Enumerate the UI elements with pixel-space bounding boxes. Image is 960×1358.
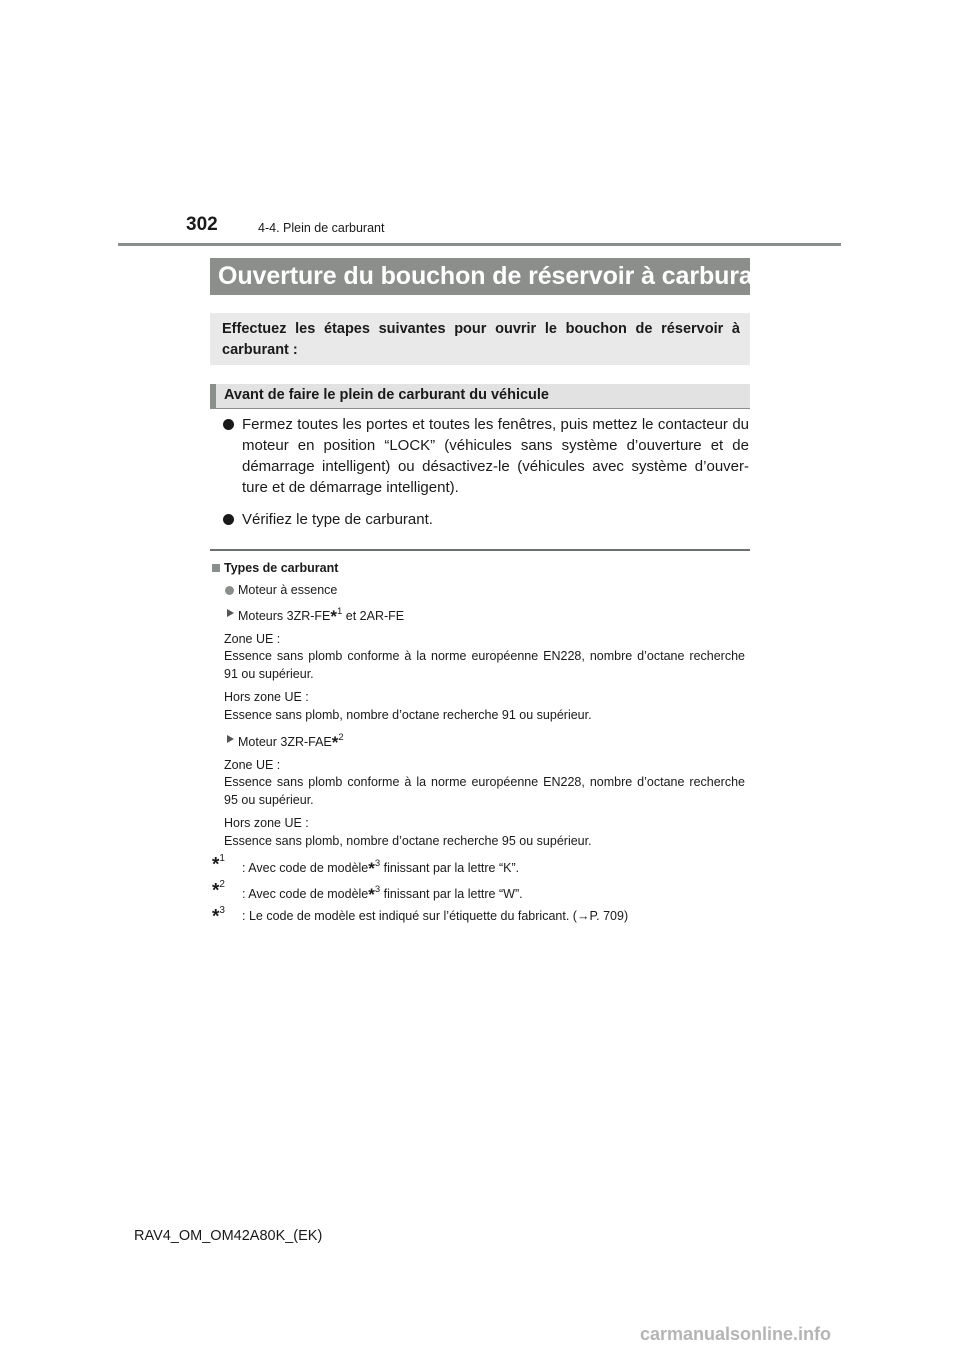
footnote-text: finissant par la lettre “W”. bbox=[380, 887, 523, 902]
footnote-ref: 3 bbox=[374, 883, 381, 895]
bullet-text: Vérifiez le type de carburant. bbox=[242, 511, 433, 528]
footnote bbox=[212, 904, 745, 927]
fuel-spec bbox=[212, 631, 745, 684]
engine-name: Moteurs 3ZR-FE bbox=[238, 609, 331, 624]
triangle-bullet-icon bbox=[227, 609, 234, 617]
info-subheading-text: Moteur à essence bbox=[238, 582, 338, 597]
triangle-bullet-icon bbox=[227, 735, 234, 743]
spec-text: Essence sans plomb, nombre d’octane recherche 91 ou supérieur. bbox=[224, 707, 592, 722]
fuel-types-section bbox=[212, 560, 745, 925]
arrow-icon: → bbox=[576, 908, 590, 923]
region-label: Zone UE : bbox=[224, 631, 281, 646]
watermark: carmanualsonline.info bbox=[640, 1324, 832, 1344]
fuel-spec bbox=[212, 689, 745, 724]
asterisk-icon: *$^3$ bbox=[212, 904, 225, 927]
region-label: Zone UE : bbox=[224, 757, 281, 772]
fuel-spec bbox=[212, 815, 745, 850]
footnote-number: 2 bbox=[219, 878, 225, 890]
subheading: Avant de faire le plein de carburant du véhicule bbox=[224, 387, 549, 403]
page-reference-link[interactable]: P. 709) bbox=[589, 908, 629, 923]
intro-text: Effectuez les étapes suivantes pour ouvrir le bouchon de réservoir à carburant : bbox=[222, 321, 740, 358]
intro-box bbox=[210, 313, 750, 365]
subheading-bar bbox=[210, 384, 750, 409]
footnote-text: : Le code de modèle est indiqué sur l’étiquette du fabricant. ( bbox=[242, 908, 577, 923]
engine-item bbox=[212, 730, 745, 752]
footnote bbox=[212, 878, 745, 905]
engine-suffix: et 2AR-FE bbox=[342, 609, 405, 624]
spec-text: Essence sans plomb conforme à la norme européenne EN228, nombre d’octane recherche 91 ou supérieur. bbox=[224, 649, 745, 681]
bullet-list bbox=[214, 414, 749, 541]
footnote-text: finissant par la lettre “K”. bbox=[380, 861, 520, 876]
footnote bbox=[212, 853, 745, 879]
asterisk-icon: * bbox=[330, 607, 338, 627]
bullet-icon bbox=[223, 419, 234, 430]
asterisk-icon: * bbox=[368, 885, 375, 905]
title-bar bbox=[210, 258, 777, 295]
section-label: 4-4. Plein de carburant bbox=[258, 221, 385, 235]
engine-name: Moteur 3ZR-FAE bbox=[238, 735, 332, 750]
engine-item bbox=[212, 604, 745, 626]
asterisk-icon: * bbox=[331, 733, 339, 753]
asterisk-icon: * bbox=[368, 859, 375, 879]
footnote-ref: 1 bbox=[337, 606, 343, 617]
list-item bbox=[214, 414, 749, 498]
footnote-ref: 2 bbox=[338, 732, 344, 744]
footnote-ref: 3 bbox=[374, 858, 381, 870]
asterisk-icon: *$^1$ bbox=[212, 853, 225, 876]
subheading-accent bbox=[210, 384, 216, 408]
circle-bullet-icon bbox=[225, 586, 234, 595]
list-item bbox=[214, 509, 749, 530]
page-number: 302 bbox=[186, 214, 218, 235]
bullet-icon bbox=[223, 514, 234, 525]
bullet-text: Fermez toutes les portes et toutes les fenêtres, puis mettez le contacteur du moteur en position “LOCK” (véhicules sans système d’ouverture et de démarrage intelligent) ou désactivez-le (véhicules avec système d’ouver-ture et de démarrage intelligent). bbox=[242, 416, 749, 496]
spec-text: Essence sans plomb conforme à la norme européenne EN228, nombre d’octane recherche 95 ou supérieur. bbox=[224, 775, 745, 807]
info-heading-text: Types de carburant bbox=[224, 561, 339, 575]
section-divider bbox=[210, 549, 750, 551]
region-label: Hors zone UE : bbox=[224, 816, 309, 831]
spec-text: Essence sans plomb, nombre d’octane recherche 95 ou supérieur. bbox=[224, 833, 592, 848]
info-subheading bbox=[212, 582, 745, 600]
footnote-text: : Avec code de modèle bbox=[242, 887, 369, 902]
footnote-number: 1 bbox=[219, 853, 225, 865]
region-label: Hors zone UE : bbox=[224, 690, 309, 705]
footnote-text: : Avec code de modèle bbox=[242, 861, 369, 876]
square-bullet-icon bbox=[212, 564, 220, 572]
header-divider bbox=[118, 243, 841, 246]
footnote-number: 3 bbox=[219, 904, 225, 916]
asterisk-icon: *$^2$ bbox=[212, 878, 225, 902]
footer-code: RAV4_OM_OM42A80K_(EK) bbox=[134, 1228, 323, 1244]
info-heading bbox=[212, 560, 745, 578]
fuel-spec bbox=[212, 757, 745, 810]
page-title: Ouverture du bouchon de réservoir à carburant bbox=[218, 262, 777, 290]
